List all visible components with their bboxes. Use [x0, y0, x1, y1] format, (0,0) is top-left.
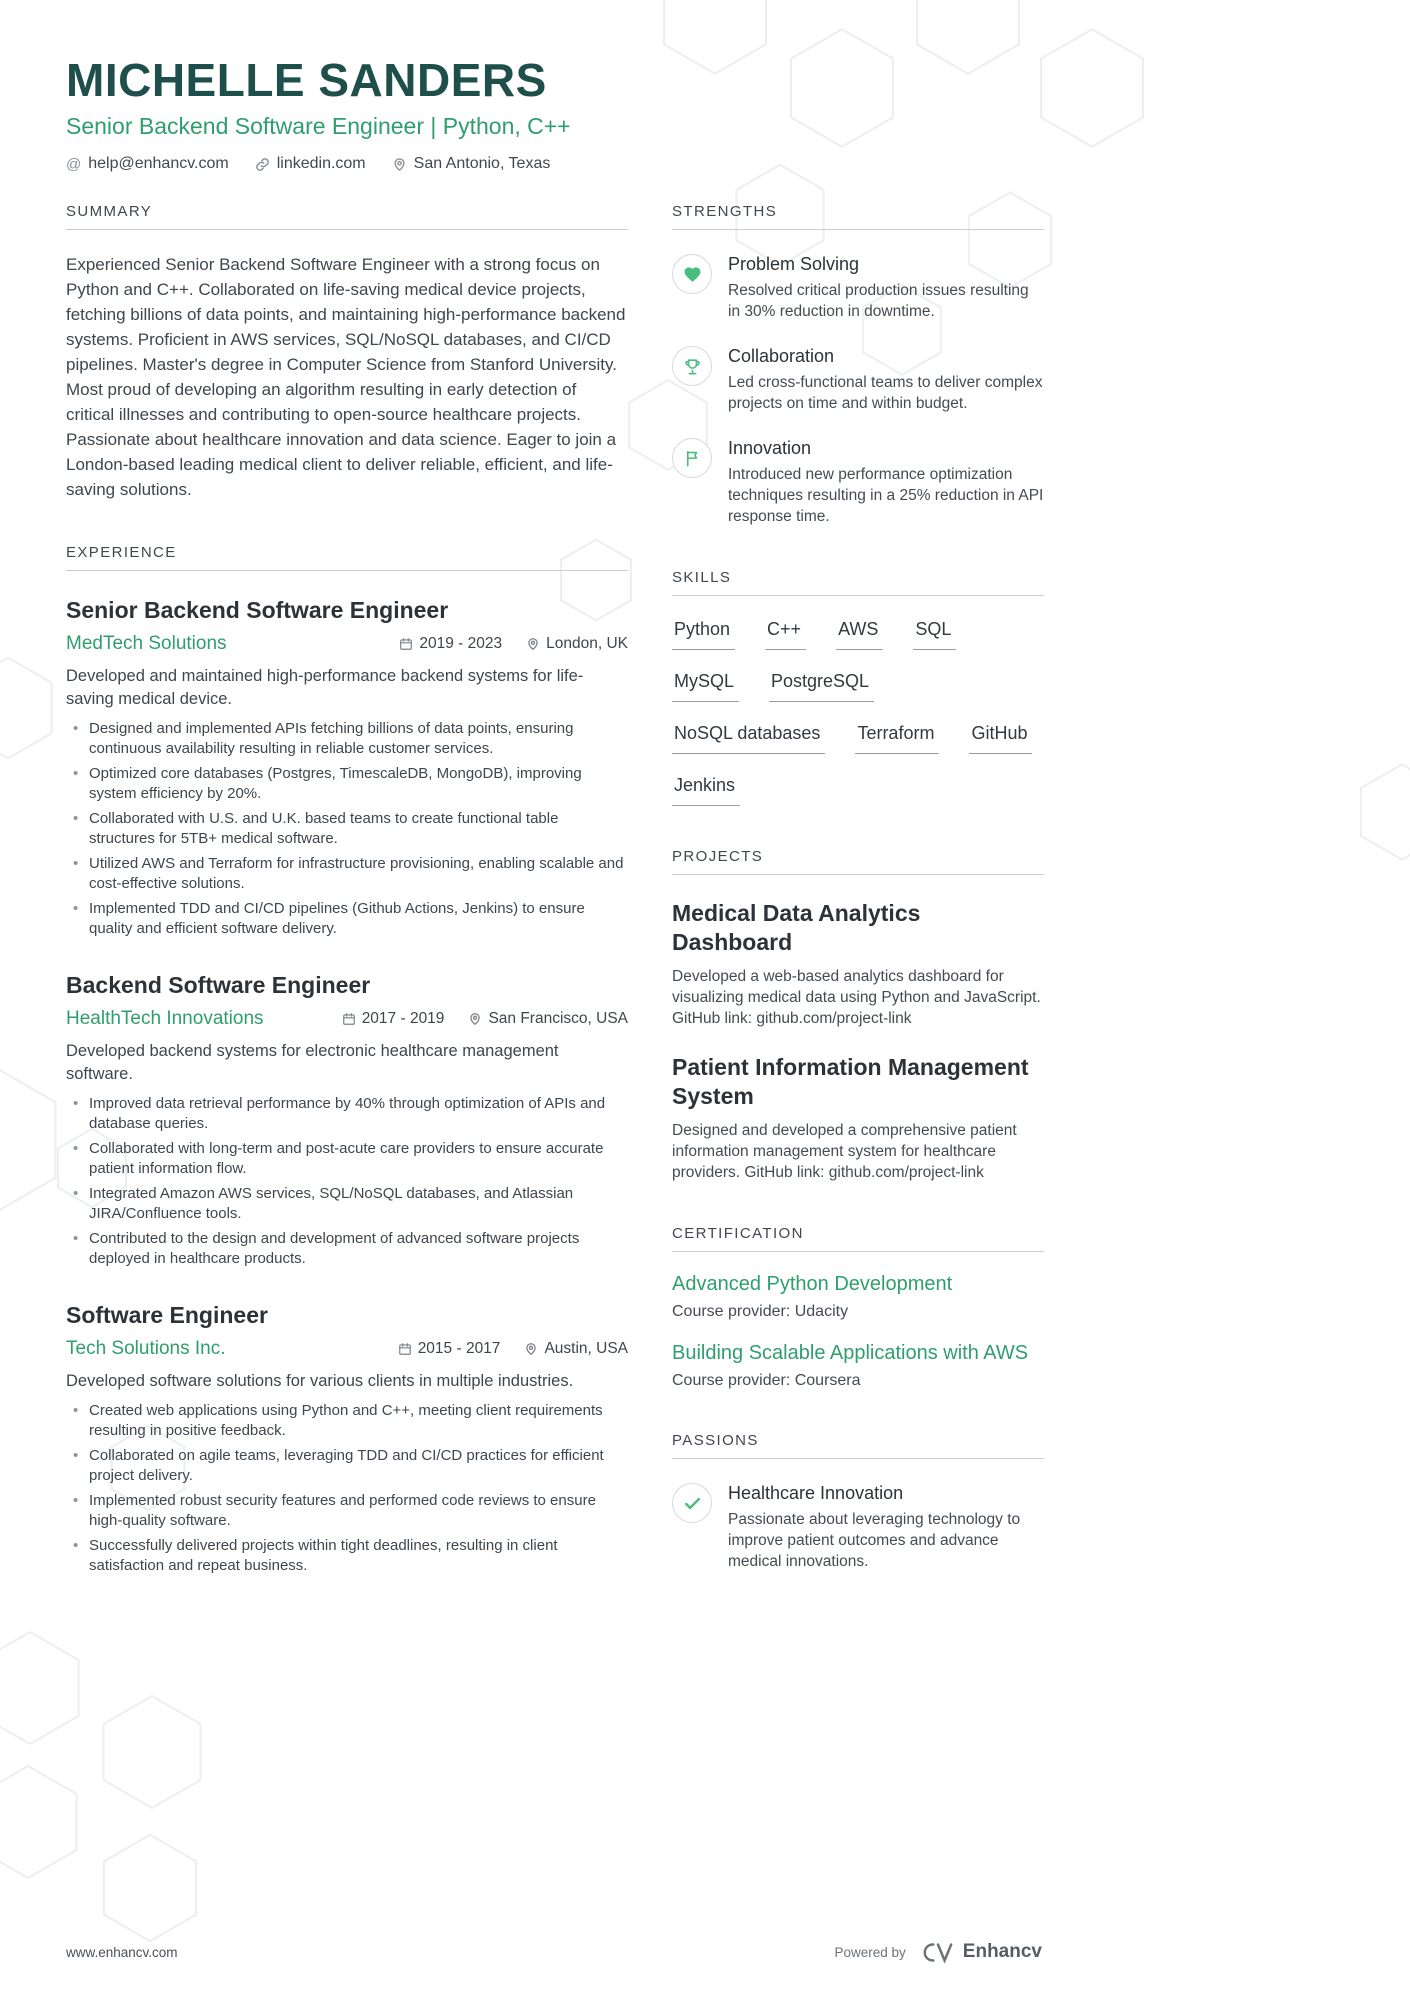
location-pin-icon — [526, 637, 540, 651]
enhancv-brand-link[interactable] — [922, 1941, 1042, 1963]
strength-item — [672, 438, 1044, 527]
section-skills — [672, 569, 1044, 806]
projects-heading: PROJECTS — [672, 848, 1044, 875]
job-bullet: • Improved data retrieval performance by 40% through optimization of APIs and database queries. — [66, 1094, 628, 1133]
summary-text: Experienced Senior Backend Software Engineer with a strong focus on Python and C++. Collaborated on life-saving medical device projects, fetching billions of data points, and maintaining high-performance backend systems. Proficient in AWS services, SQL/NoSQL databases, and CI/CD pipelines. Master's degree in Computer Science from Stanford University. Most proud of developing an algorithm resulting in early detection of critical illnesses and contributing to open-source healthcare projects. Passionate about healthcare innovation and data science. Eager to join a London-based leading medical client to deliver reliable, efficient, and life-saving solutions. — [66, 255, 626, 500]
section-strengths — [672, 203, 1044, 527]
job-bullet: • Contributed to the design and development of advanced software projects deployed in healthcare products. — [66, 1229, 628, 1268]
skill-item: GitHub — [969, 723, 1032, 754]
skills-list — [672, 598, 1044, 806]
certification-title: Building Scalable Applications with AWS — [672, 1342, 1029, 1365]
company-name: MedTech Solutions — [66, 633, 227, 655]
passion-title: Healthcare Innovation — [728, 1483, 904, 1504]
job-bullet: • Collaborated with U.S. and U.K. based teams to create functional table structures for 5TB+ medical software. — [66, 809, 628, 848]
job-location — [468, 1010, 628, 1028]
location-pin-icon — [524, 1342, 538, 1356]
project-title: Medical Data Analytics Dashboard — [672, 900, 921, 956]
strength-text: Led cross-functional teams to deliver complex projects on time and within budget. — [728, 374, 1043, 413]
contact-location-text: San Antonio, Texas — [413, 155, 551, 173]
job-location — [526, 635, 628, 653]
certification-title: Advanced Python Development — [672, 1273, 953, 1296]
left-column — [66, 203, 628, 1575]
certification-provider: Course provider: Coursera — [672, 1372, 861, 1390]
footer-website-link[interactable]: www.enhancv.com — [66, 1944, 178, 1960]
calendar-icon — [342, 1012, 356, 1026]
candidate-name: MICHELLE SANDERS — [66, 54, 547, 106]
job-location-text: Austin, USA — [544, 1340, 628, 1358]
job-meta-row — [66, 633, 628, 655]
section-passions — [672, 1432, 1044, 1572]
job-bullet: • Utilized AWS and Terraform for infrastructure provisioning, enabling scalable and cost-effective solutions. — [66, 854, 628, 893]
page-footer — [66, 1941, 1042, 1963]
project-entry — [672, 1053, 1044, 1183]
job-bullet: • Designed and implemented APIs fetching billions of data points, ensuring continuous availability resulting in reliable customer services. — [66, 719, 628, 758]
job-location — [524, 1340, 628, 1358]
enhancv-logo-icon — [922, 1942, 954, 1963]
skill-item: AWS — [836, 619, 883, 650]
job-bullet: • Optimized core databases (Postgres, TimescaleDB, MongoDB), improving system efficiency by 20%. — [66, 764, 628, 803]
section-experience — [66, 544, 628, 1575]
strengths-heading: STRENGTHS — [672, 203, 1044, 230]
job-location-text: London, UK — [546, 635, 628, 653]
job-dates — [342, 1010, 445, 1028]
trophy-icon — [672, 346, 712, 386]
email-at-icon: @ — [66, 155, 82, 173]
passion-body — [728, 1483, 1044, 1572]
calendar-icon — [399, 637, 413, 651]
job-location-text: San Francisco, USA — [488, 1010, 628, 1028]
contact-linkedin-text: linkedin.com — [276, 155, 366, 173]
location-pin-icon — [392, 157, 407, 172]
job-bullet: • Collaborated on agile teams, leveraging TDD and CI/CD practices for efficient project delivery. — [66, 1446, 628, 1485]
experience-entry — [66, 972, 628, 1268]
summary-heading: SUMMARY — [66, 203, 628, 230]
powered-by-label: Powered by — [834, 1944, 906, 1960]
job-bullet: • Implemented TDD and CI/CD pipelines (Github Actions, Jenkins) to ensure quality and efficient software delivery. — [66, 899, 628, 938]
powered-by-group — [835, 1941, 1043, 1963]
certification-entry — [672, 1342, 1044, 1390]
strength-text: Introduced new performance optimization techniques resulting in a 25% reduction in API response time. — [728, 466, 1044, 526]
strength-body — [728, 438, 1044, 527]
job-bullets — [66, 719, 628, 938]
skill-item: Python — [672, 619, 735, 650]
project-title: Patient Information Management System — [672, 1054, 1029, 1110]
job-description: Developed and maintained high-performance backend systems for life-saving medical device. — [66, 667, 584, 709]
project-entry — [672, 899, 1044, 1029]
skill-item: MySQL — [672, 671, 739, 702]
certification-heading: CERTIFICATION — [672, 1225, 1044, 1252]
strength-item — [672, 346, 1044, 414]
strength-item — [672, 254, 1044, 322]
job-title: Software Engineer — [66, 1302, 268, 1329]
project-description: Developed a web-based analytics dashboard for visualizing medical data using Python and JavaScript. GitHub link: github.com/project-link — [672, 968, 1041, 1028]
strength-text: Resolved critical production issues resulting in 30% reduction in downtime. — [728, 282, 1029, 321]
job-bullets — [66, 1401, 628, 1575]
job-dates-text: 2019 - 2023 — [419, 635, 503, 653]
contact-email-text: help@enhancv.com — [88, 155, 229, 173]
job-meta-right — [398, 1340, 628, 1358]
strength-body — [728, 346, 1044, 414]
job-bullet: • Implemented robust security features and performed code reviews to ensure high-quality software. — [66, 1491, 628, 1530]
candidate-headline: Senior Backend Software Engineer | Python, C++ — [66, 113, 571, 140]
certification-provider: Course provider: Udacity — [672, 1303, 849, 1321]
heart-icon — [672, 254, 712, 294]
two-column-layout — [66, 203, 1044, 1575]
project-description: Designed and developed a comprehensive patient information management system for healthcare providers. GitHub link: github.com/project-link — [672, 1122, 1017, 1182]
job-description: Developed software solutions for various clients in multiple industries. — [66, 1372, 574, 1391]
contact-linkedin[interactable] — [255, 155, 366, 173]
job-title: Backend Software Engineer — [66, 972, 371, 999]
passion-text: Passionate about leveraging technology to improve patient outcomes and advance medical innovations. — [728, 1511, 1021, 1571]
strength-title: Collaboration — [728, 346, 835, 367]
link-icon — [255, 157, 270, 172]
contact-email[interactable] — [66, 155, 229, 173]
strength-title: Problem Solving — [728, 254, 860, 275]
job-bullet: • Collaborated with long-term and post-acute care providers to ensure accurate patient information flow. — [66, 1139, 628, 1178]
experience-entry — [66, 597, 628, 938]
job-dates-text: 2017 - 2019 — [361, 1010, 445, 1028]
contact-location — [392, 155, 551, 173]
location-pin-icon — [468, 1012, 482, 1026]
job-bullet: • Created web applications using Python and C++, meeting client requirements resulting in positive feedback. — [66, 1401, 628, 1440]
skills-heading: SKILLS — [672, 569, 1044, 596]
check-icon — [672, 1483, 712, 1523]
job-meta-row — [66, 1338, 628, 1360]
experience-entry — [66, 1302, 628, 1575]
company-name: Tech Solutions Inc. — [66, 1338, 226, 1360]
section-projects — [672, 848, 1044, 1183]
skill-item: SQL — [913, 619, 956, 650]
resume-header — [66, 56, 1044, 173]
skill-item: Jenkins — [672, 775, 740, 806]
certification-entry — [672, 1273, 1044, 1321]
passions-heading: PASSIONS — [672, 1432, 1044, 1459]
company-name: HealthTech Innovations — [66, 1008, 264, 1030]
contact-row — [66, 155, 1044, 173]
right-column — [672, 203, 1044, 1575]
experience-heading: EXPERIENCE — [66, 544, 628, 571]
job-bullet: • Integrated Amazon AWS services, SQL/NoSQL databases, and Atlassian JIRA/Confluence tools. — [66, 1184, 628, 1223]
job-meta-right — [342, 1010, 628, 1028]
section-summary — [66, 203, 628, 502]
section-certification — [672, 1225, 1044, 1390]
flag-icon — [672, 438, 712, 478]
skill-item: C++ — [765, 619, 806, 650]
calendar-icon — [398, 1342, 412, 1356]
job-dates — [399, 635, 502, 653]
skill-item: Terraform — [855, 723, 939, 754]
strength-body — [728, 254, 1044, 322]
skill-item: NoSQL databases — [672, 723, 825, 754]
job-meta-row — [66, 1008, 628, 1030]
job-description: Developed backend systems for electronic healthcare management software. — [66, 1042, 559, 1084]
passion-item — [672, 1483, 1044, 1572]
enhancv-brand-text: Enhancv — [962, 1941, 1042, 1962]
job-bullet: • Successfully delivered projects within tight deadlines, resulting in client satisfaction and repeat business. — [66, 1536, 628, 1575]
job-meta-right — [399, 635, 628, 653]
job-dates-text: 2015 - 2017 — [417, 1340, 501, 1358]
job-dates — [398, 1340, 501, 1358]
strength-title: Innovation — [728, 438, 812, 459]
skill-item: PostgreSQL — [769, 671, 874, 702]
job-title: Senior Backend Software Engineer — [66, 597, 449, 624]
job-bullets — [66, 1094, 628, 1268]
